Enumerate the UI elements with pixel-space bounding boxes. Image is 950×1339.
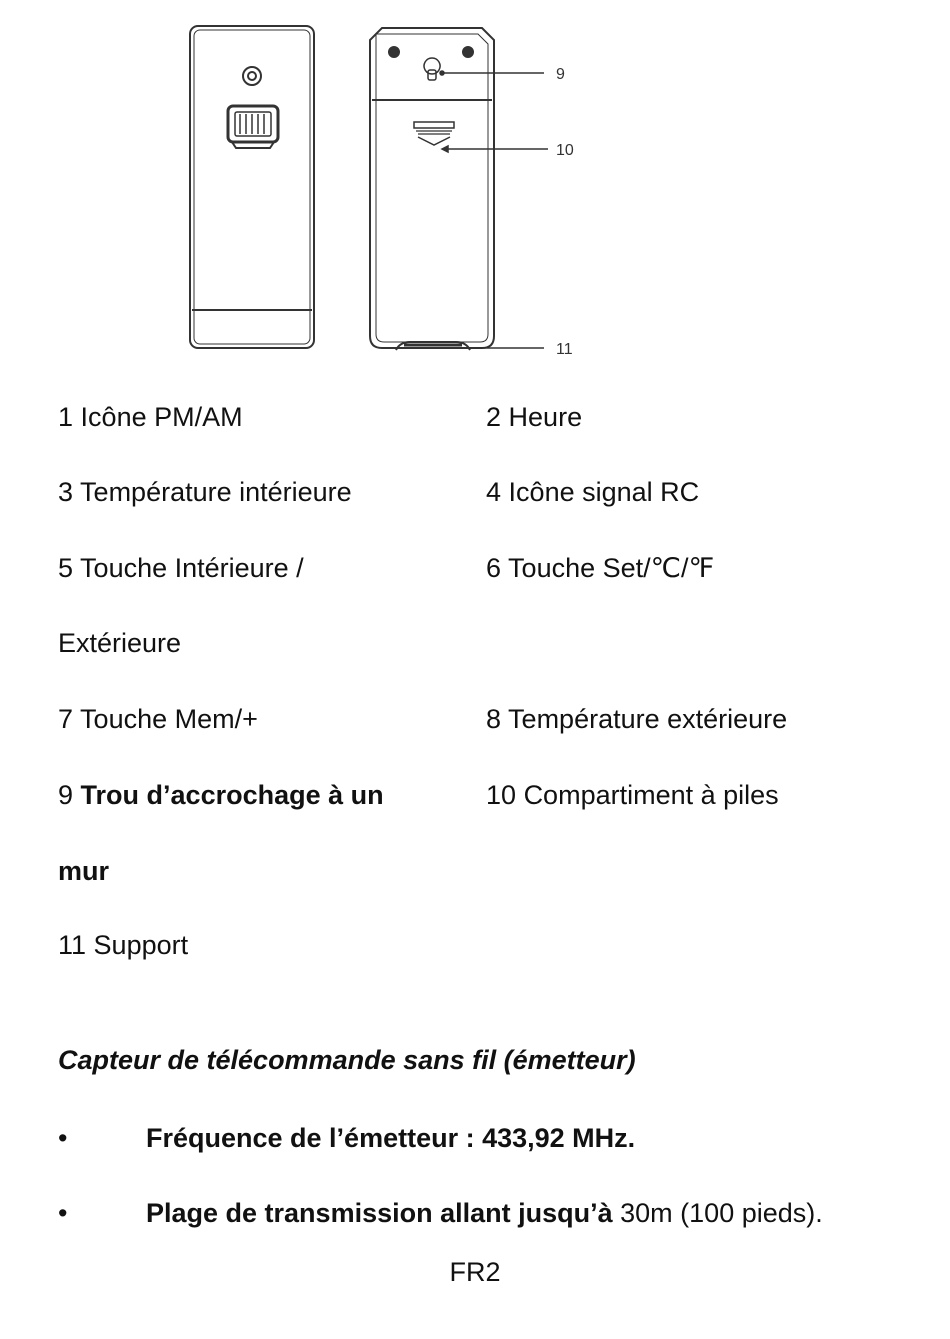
legend-item-4 bbox=[486, 476, 699, 508]
legend-number: 3 bbox=[58, 477, 74, 507]
page-number: FR2 bbox=[449, 1257, 501, 1287]
legend-text: Icône signal RC bbox=[508, 477, 700, 507]
legend-text: Température intérieure bbox=[80, 477, 352, 507]
legend-item-2 bbox=[486, 401, 582, 433]
legend-item-9-continued bbox=[58, 855, 109, 887]
legend-text: Heure bbox=[508, 402, 583, 432]
legend-item-9 bbox=[58, 779, 384, 811]
legend-number: 1 bbox=[58, 402, 74, 432]
legend-text: Touche Set/℃/℉ bbox=[508, 553, 715, 583]
sensor-back-view bbox=[370, 28, 494, 350]
legend-number: 9 bbox=[58, 780, 74, 810]
legend-number: 5 bbox=[58, 553, 74, 583]
bullet-text-normal: 30m (100 pieds). bbox=[612, 1198, 823, 1228]
legend-item-3 bbox=[58, 476, 352, 508]
callout-11: 11 bbox=[556, 341, 573, 358]
legend-text: Compartiment à piles bbox=[523, 780, 779, 810]
legend-item-1 bbox=[58, 401, 243, 433]
legend-number: 10 bbox=[486, 780, 517, 810]
legend-item-6 bbox=[486, 552, 714, 584]
bullet-text-bold: Fréquence de l’émetteur : 433,92 MHz. bbox=[146, 1123, 636, 1153]
legend-text: Icône PM/AM bbox=[80, 402, 243, 432]
legend-item-5 bbox=[58, 552, 304, 584]
bullet-text-bold: Plage de transmission allant jusqu’à bbox=[146, 1198, 613, 1228]
legend-text: mur bbox=[58, 856, 110, 886]
legend-item-10 bbox=[486, 779, 779, 811]
section-title: Capteur de télécommande sans fil (émetteur) bbox=[58, 1045, 636, 1075]
legend-number: 6 bbox=[486, 553, 502, 583]
legend-item-11 bbox=[58, 929, 188, 961]
legend-text: Extérieure bbox=[58, 628, 182, 658]
legend-number: 2 bbox=[486, 402, 502, 432]
legend-text: Touche Mem/+ bbox=[80, 704, 258, 734]
legend-text: Touche Intérieure / bbox=[80, 553, 304, 583]
legend-number: 11 bbox=[58, 930, 87, 960]
bullet-text bbox=[146, 1197, 823, 1229]
callout-9: 9 bbox=[556, 66, 565, 83]
sensor-front-view bbox=[190, 26, 314, 348]
legend-text: Trou d’accrochage à un bbox=[80, 780, 384, 810]
legend-number: 8 bbox=[486, 704, 502, 734]
bullet-marker: • bbox=[58, 1198, 68, 1228]
legend-item-5-continued bbox=[58, 627, 181, 659]
legend-number: 7 bbox=[58, 704, 74, 734]
legend-item-8 bbox=[486, 703, 787, 735]
sensor-illustration bbox=[160, 18, 600, 363]
bullet-text bbox=[146, 1122, 635, 1154]
bullet-marker: • bbox=[58, 1123, 68, 1153]
callout-10: 10 bbox=[556, 142, 574, 159]
legend-number: 4 bbox=[486, 477, 502, 507]
legend-item-7 bbox=[58, 703, 258, 735]
legend-text: Température extérieure bbox=[508, 704, 788, 734]
legend-text: Support bbox=[93, 930, 189, 960]
